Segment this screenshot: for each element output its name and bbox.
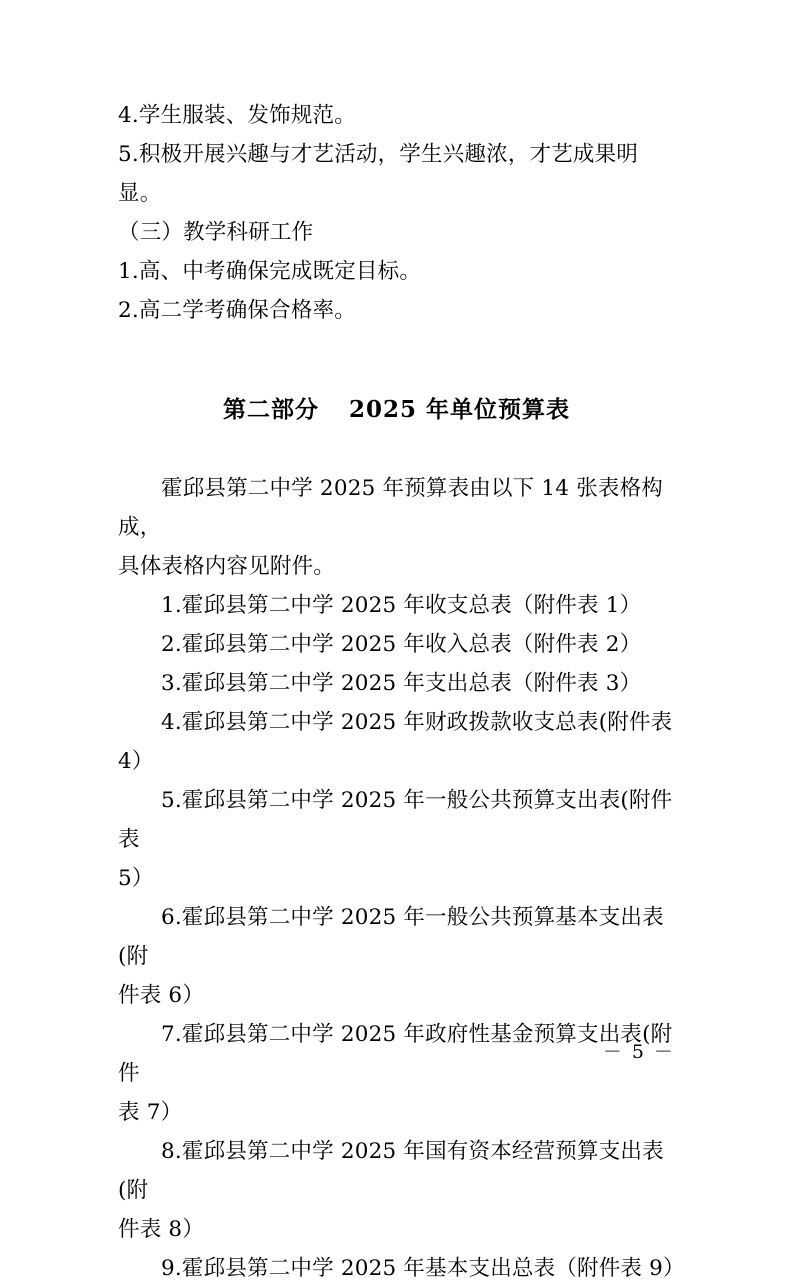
list-item: 2.霍邱县第二中学 2025 年收入总表（附件表 2） xyxy=(161,632,642,657)
list-item: 7.霍邱县第二中学 2025 年政府性基金预算支出表(附件 xyxy=(118,1022,673,1086)
page-number: － 5 － xyxy=(602,1041,675,1063)
list-item: 9.霍邱县第二中学 2025 年基本支出总表（附件表 9） xyxy=(161,1256,685,1281)
list-item-continuation: 5） xyxy=(118,866,154,891)
intro-line: 具体表格内容见附件。 xyxy=(118,554,336,579)
section-title-right: 2025 年单位预算表 xyxy=(348,396,571,423)
list-item-continuation: 表 7） xyxy=(118,1100,183,1125)
list-item: 4.学生服装、发饰规范。 xyxy=(118,103,356,128)
list-item: 6.霍邱县第二中学 2025 年一般公共预算基本支出表(附 xyxy=(118,905,664,969)
intro-block xyxy=(118,469,675,586)
list-item: 8.霍邱县第二中学 2025 年国有资本经营预算支出表(附 xyxy=(118,1139,664,1203)
section-title-left: 第二部分 xyxy=(222,396,319,423)
list-item: 1.霍邱县第二中学 2025 年收支总表（附件表 1） xyxy=(161,593,642,618)
document-body xyxy=(118,96,685,1288)
list-item: 5.霍邱县第二中学 2025 年一般公共预算支出表(附件表 xyxy=(118,788,673,852)
list-item-continuation: 件表 8） xyxy=(118,1217,205,1242)
top-list-block xyxy=(118,96,675,330)
list-item: 1.高、中考确保完成既定目标。 xyxy=(118,259,422,284)
list-item: 4.霍邱县第二中学 2025 年财政拨款收支总表(附件表 4） xyxy=(118,710,680,774)
spacer xyxy=(118,330,675,390)
intro-line: 霍邱县第二中学 2025 年预算表由以下 14 张表格构成， xyxy=(118,476,664,540)
list-item: 5.积极开展兴趣与才艺活动，学生兴趣浓，才艺成果明显。 xyxy=(118,142,639,206)
list-item: 3.霍邱县第二中学 2025 年支出总表（附件表 3） xyxy=(161,671,642,696)
list-item-continuation: 件表 6） xyxy=(118,983,205,1008)
section-heading xyxy=(118,390,675,429)
list-item: 2.高二学考确保合格率。 xyxy=(118,298,356,323)
table-list-block xyxy=(118,586,685,1288)
list-item: （三）教学科研工作 xyxy=(118,220,314,245)
spacer xyxy=(118,429,675,469)
